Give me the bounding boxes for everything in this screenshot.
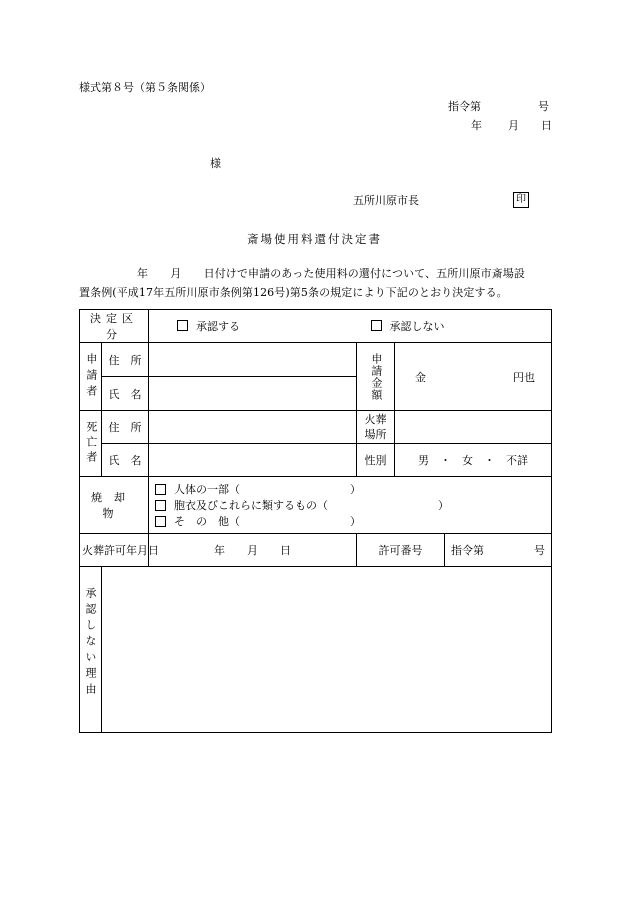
row-reason <box>80 567 552 733</box>
burned-item-1-checkbox[interactable] <box>155 484 166 495</box>
decision-options <box>149 310 552 343</box>
permit-no-label: 許可番号 <box>357 534 445 567</box>
date-day: 日 <box>541 119 552 132</box>
row-applicant-address <box>80 343 552 377</box>
applicant-address-label: 住 所 <box>102 343 149 377</box>
permit-date-label: 火葬許可年月日 <box>80 534 149 567</box>
reason-field[interactable] <box>102 567 552 733</box>
deceased-label: 死亡者 <box>80 411 102 477</box>
approve-checkbox[interactable] <box>177 320 188 331</box>
body-line-2: 置条例(平成17年五所川原市条例第126号)第5条の規定により下記のとおり決定する。 <box>79 286 508 299</box>
sex-label: 性別 <box>357 444 395 477</box>
deceased-address-label: 住 所 <box>102 411 149 444</box>
crematorium-field[interactable] <box>395 411 552 444</box>
decision-label: 決定区分 <box>80 310 149 343</box>
seal-mark: 印 <box>513 192 529 208</box>
row-decision <box>80 310 552 343</box>
row-deceased-address <box>80 411 552 444</box>
burned-items <box>149 477 552 534</box>
applicant-address-field[interactable] <box>149 343 357 377</box>
amount-field[interactable] <box>395 343 552 411</box>
permit-no-suffix: 号 <box>534 544 545 557</box>
not-approve-checkbox[interactable] <box>371 320 382 331</box>
burned-label: 焼却物 <box>80 477 149 534</box>
reason-label: 承認しない理由 <box>80 567 102 733</box>
applicant-name-field[interactable] <box>149 377 357 411</box>
ref-suffix: 号 <box>538 100 549 113</box>
burned-item-3[interactable]: そ の 他（ ） <box>155 513 545 529</box>
burned-item-3-checkbox[interactable] <box>155 516 166 527</box>
form-number: 様式第８号（第５条関係） <box>79 81 211 94</box>
burned-item-2[interactable]: 胞衣及びこれらに類するもの（ ） <box>155 497 545 513</box>
deceased-name-field[interactable] <box>149 444 357 477</box>
addressee-suffix: 様 <box>210 157 221 170</box>
deceased-address-field[interactable] <box>149 411 357 444</box>
crematorium-label: 火葬場所 <box>357 411 395 444</box>
date-month: 月 <box>508 119 519 132</box>
body-line-1: 年 月 日付けで申請のあった使用料の還付について、五所川原市斎場設 <box>137 267 525 280</box>
amount-prefix: 金 <box>415 370 426 384</box>
approve-label: 承認する <box>196 319 240 333</box>
not-approve-label: 承認しない <box>389 319 445 333</box>
permit-date-field[interactable]: 年 月 日 <box>149 534 357 567</box>
applicant-name-label: 氏 名 <box>102 377 149 411</box>
not-approve-option[interactable] <box>371 318 445 334</box>
permit-no-prefix: 指令第 <box>451 544 484 557</box>
amount-suffix: 円也 <box>513 370 535 384</box>
amount-label: 申請金額 <box>357 343 395 411</box>
applicant-label: 申請者 <box>80 343 102 411</box>
issuer: 五所川原市長 <box>353 194 419 207</box>
row-deceased-name <box>80 444 552 477</box>
row-permit <box>80 534 552 567</box>
row-burned-items <box>80 477 552 534</box>
decision-table <box>79 309 552 733</box>
sex-options[interactable]: 男 ・ 女 ・ 不詳 <box>395 444 552 477</box>
ref-prefix: 指令第 <box>448 100 481 113</box>
deceased-name-label: 氏 名 <box>102 444 149 477</box>
date-year: 年 <box>471 119 482 132</box>
burned-item-2-checkbox[interactable] <box>155 500 166 511</box>
document-title: 斎場使用料還付決定書 <box>247 232 382 246</box>
approve-option[interactable] <box>177 318 367 334</box>
burned-item-1[interactable]: 人体の一部（ ） <box>155 481 545 497</box>
permit-no-field[interactable] <box>445 534 552 567</box>
